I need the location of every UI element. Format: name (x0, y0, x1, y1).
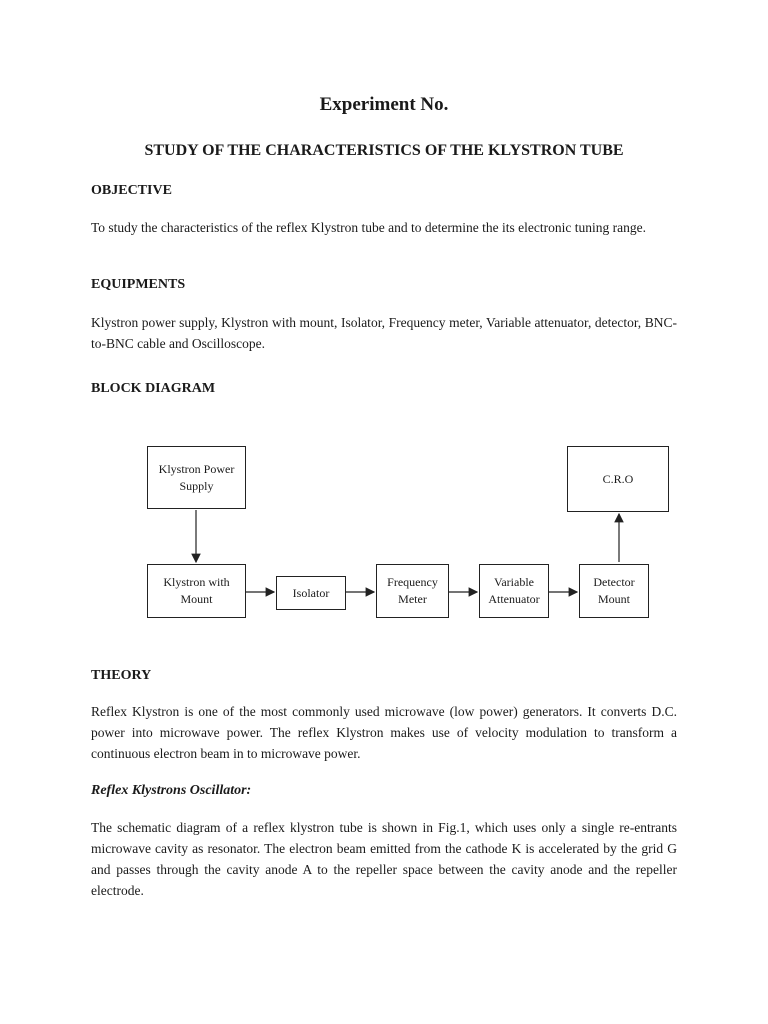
theory-heading: THEORY (91, 668, 152, 683)
objective-text: To study the characteristics of the reflex Klystron tube and to determine the its electronic tuning range. (91, 220, 646, 235)
block-variable-attenuator: Variable Attenuator (479, 564, 549, 618)
oscillator-heading: Reflex Klystrons Oscillator: (91, 783, 252, 798)
page-subtitle: STUDY OF THE CHARACTERISTICS OF THE KLYSTRON TUBE (144, 142, 624, 159)
equipments-text: Klystron power supply, Klystron with mount, Isolator, Frequency meter, Variable attenuator, detector, BNC-to-BNC cable and Oscilloscope. (91, 315, 677, 351)
block-diagram (0, 430, 768, 630)
oscillator-text: The schematic diagram of a reflex klystron tube is shown in Fig.1, which uses only a single re-entrants microwave cavity as resonator. The electron beam emitted from the cathode K is accelerated by the grid G and passes through the cavity anode A to the repeller space between the cavity anode and the repeller electrode. (91, 820, 677, 898)
theory-text: Reflex Klystron is one of the most commonly used microwave (low power) generators. It converts D.C. power into microwave power. The reflex Klystron makes use of velocity modulation to transform a continuous electron beam in to microwave power. (91, 704, 677, 761)
objective-heading: OBJECTIVE (91, 183, 172, 198)
block-cro: C.R.O (567, 446, 669, 512)
block-klystron-with-mount: Klystron with Mount (147, 564, 246, 618)
block-detector-mount: Detector Mount (579, 564, 649, 618)
block-isolator: Isolator (276, 576, 346, 610)
page-title: Experiment No. (319, 94, 449, 115)
block-diagram-heading: BLOCK DIAGRAM (91, 381, 216, 396)
block-klystron-power-supply: Klystron Power Supply (147, 446, 246, 509)
equipments-heading: EQUIPMENTS (91, 277, 186, 292)
block-frequency-meter: Frequency Meter (376, 564, 449, 618)
